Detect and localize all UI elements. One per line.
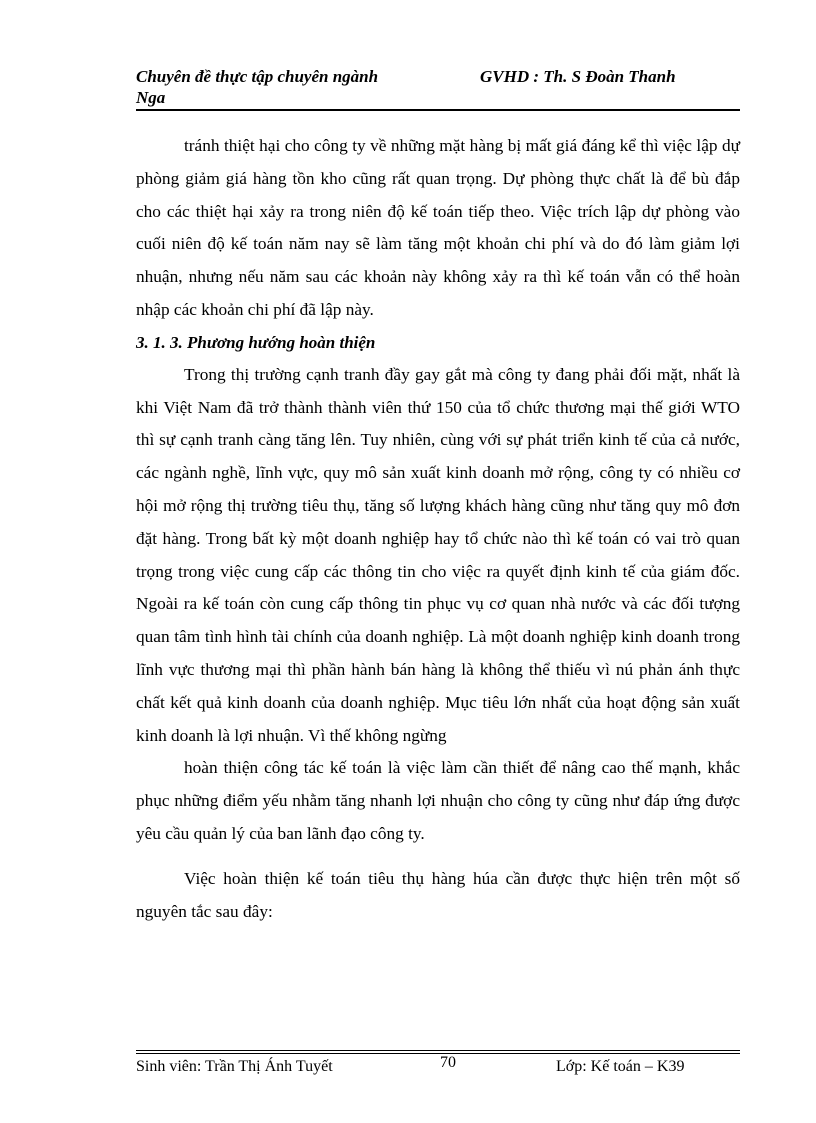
section-heading: 3. 1. 3. Phương hướng hoàn thiện — [136, 332, 376, 352]
page-header — [136, 66, 740, 108]
paragraph-3: hoàn thiện công tác kế toán là việc làm cần thiết để nâng cao thế mạnh, khắc phục những điểm yếu nhằm tăng nhanh lợi nhuận cho công ty cũng như đáp ứng được yêu cầu quản lý của ban lãnh đạo công ty. — [136, 758, 740, 843]
header-continuation: Nga — [136, 88, 166, 107]
paragraph-4: Việc hoàn thiện kế toán tiêu thụ hàng húa cần được thực hiện trên một số nguyên tắc sau đây: — [136, 868, 740, 921]
paragraph-2: Trong thị trường cạnh tranh đầy gay gắt mà công ty đang phải đối mặt, nhất là khi Việt Nam đã trở thành thành viên thứ 150 của tổ chức thương mại thế giới WTO thì sự cạnh tranh càng tăng lên. Tuy nhiên, cùng với sự phát triển kinh tế của cả nước, các ngành nghề, lĩnh vực, quy mô sản xuất kinh doanh mở rộng, công ty có nhiều cơ hội mở rộng thị trường tiêu thụ, tăng số lượng khách hàng cũng như tăng quy mô đơn đặt hàng. Trong bất kỳ một doanh nghiệp hay tổ chức nào thì kế toán có vai trò quan trọng trong việc cung cấp các thông tin cho việc ra quyết định kinh tế của giám đốc. Ngoài ra kế toán còn cung cấp thông tin phục vụ cơ quan nhà nước và các đối tượng quan tâm tình hình tài chính của doanh nghiệp. Là một doanh nghiệp kinh doanh trong lĩnh vực thương mại thì phần hành bán hàng là không thể thiếu vì nú phản ánh thực chất kết quả kinh doanh của doanh nghiệp. Mục tiêu lớn nhất của hoạt động sản xuất kinh doanh là lợi nhuận. Vì thế không ngừng — [136, 364, 740, 745]
footer-divider-top — [136, 1050, 740, 1051]
paragraph-1: tránh thiệt hại cho công ty về những mặt hàng bị mất giá đáng kể thì việc lập dự phòng giảm giá hàng tồn kho cũng rất quan trọng. Dự phòng thực chất là để bù đắp cho các thiệt hại xảy ra trong niên độ kế toán tiếp theo. Việc trích lập dự phòng vào cuối niên độ kế toán năm nay sẽ làm tăng một khoản chi phí và do đó làm giảm lợi nhuận, nhưng nếu năm sau các khoản này không xảy ra thì kế toán vẫn có thể hoàn nhập các khoản chi phí đã lập này. — [136, 136, 740, 319]
document-body — [136, 130, 740, 928]
page-footer — [136, 1054, 740, 1078]
footer-student: Sinh viên: Trần Thị Ánh Tuyết — [136, 1058, 333, 1075]
header-divider — [136, 109, 740, 111]
page-number: 70 — [440, 1054, 456, 1071]
footer-class: Lớp: Kế toán – K39 — [556, 1058, 685, 1075]
header-topic: Chuyên đề thực tập chuyên ngành — [136, 67, 379, 86]
header-row — [136, 66, 740, 88]
header-supervisor: GVHD : Th. S Đoàn Thanh — [480, 67, 676, 86]
